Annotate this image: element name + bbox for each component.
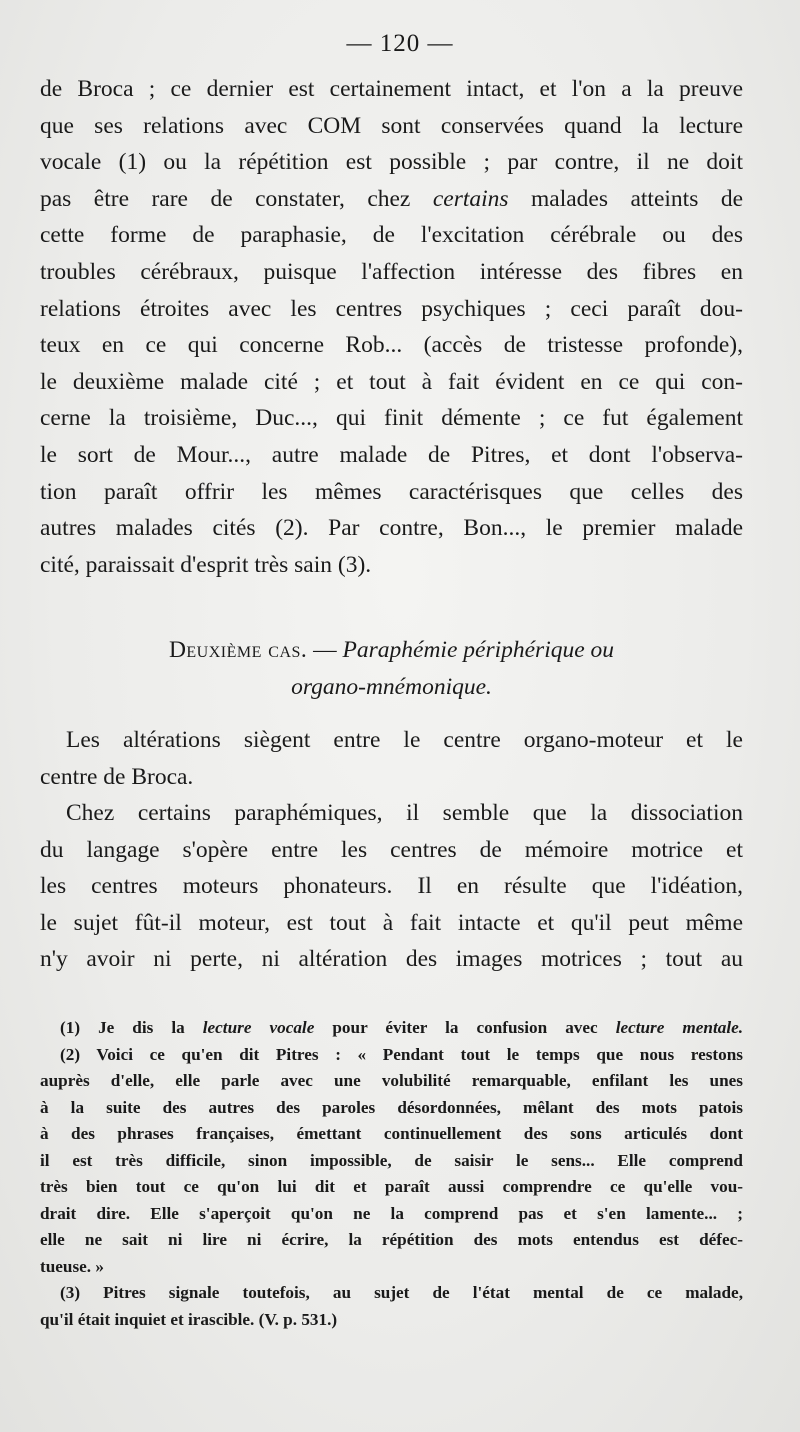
text-segment: malades atteints de: [531, 185, 743, 212]
footnote-2-line: il est très difficile, sinon impossible, de saisir le sens... Elle comprend: [40, 1150, 743, 1170]
heading-title-cont: organo-mnémonique.: [291, 674, 492, 700]
text-line: que ses relations avec COM sont conservées quand la lecture: [40, 112, 743, 139]
section-heading: [40, 632, 743, 706]
text-line: autres malades cités (2). Par contre, Bon..., le premier malade: [40, 515, 743, 542]
heading-dash: —: [313, 637, 337, 663]
text-line: Chez certains paraphémiques, il semble que la dissociation: [66, 800, 743, 826]
text-line: cité, paraissait d'esprit très sain (3).: [40, 551, 372, 578]
emphasis-text: certains: [432, 185, 509, 212]
text-line: troubles cérébraux, puisque l'affection intéresse des fibres en: [40, 258, 743, 285]
paragraph-3: [40, 795, 743, 978]
footnote-2-line: tueuse. »: [40, 1256, 104, 1276]
footnotes: [40, 1015, 743, 1333]
footnote-3-line: qu'il était inquiet et irascible. (V. p. 531.): [40, 1309, 338, 1329]
footnote-2-line: à la suite des autres des paroles désordonnées, mêlant des mots patois: [40, 1097, 743, 1117]
footnote-text: pour éviter la confusion avec: [332, 1018, 598, 1037]
text-line: [40, 181, 743, 218]
paragraph-1: [40, 71, 743, 583]
text-line: n'y avoir ni perte, ni altération des images motrices ; tout au: [40, 946, 743, 973]
text-line: relations étroites avec les centres psychiques ; ceci paraît dou-: [40, 295, 743, 322]
text-line: tion paraît offrir les mêmes caractérisques que celles des: [40, 478, 743, 505]
text-line: vocale (1) ou la répétition est possible ; par contre, il ne doit: [40, 149, 743, 176]
footnote-emphasis: lecture mentale.: [615, 1018, 744, 1037]
footnote-text: (1) Je dis la: [60, 1018, 185, 1037]
footnote-2-line: très bien tout ce qu'on lui dit et paraît aussi comprendre ce qu'elle vou-: [40, 1177, 743, 1196]
text-line: cette forme de paraphasie, de l'excitation cérébrale ou des: [40, 222, 743, 249]
footnote-2-line: à des phrases françaises, émettant continuellement des sons articulés dont: [40, 1124, 743, 1143]
footnote-1: [40, 1015, 743, 1042]
footnote-2-line: (2) Voici ce qu'en dit Pitres : « Pendant tout le temps que nous restons: [60, 1044, 743, 1064]
footnote-emphasis: lecture vocale: [202, 1018, 315, 1037]
text-line: Les altérations siègent entre le centre organo-moteur et le: [66, 727, 743, 753]
text-line: cerne la troisième, Duc..., qui finit démente ; ce fut également: [40, 405, 743, 432]
footnote-2-line: drait dire. Elle s'aperçoit qu'on ne la comprend pas et s'en lamente... ;: [40, 1203, 743, 1223]
heading-title: Paraphémie périphérique ou: [342, 637, 615, 663]
heading-line-1: [40, 632, 743, 669]
footnote-2-line: auprès d'elle, elle parle avec une volubilité remarquable, enfilant les unes: [40, 1071, 743, 1090]
text-line: le sort de Mour..., autre malade de Pitres, et dont l'observa-: [40, 441, 743, 468]
text-line: le sujet fût-il moteur, est tout à fait intacte et qu'il peut même: [40, 909, 743, 936]
text-line: le deuxième malade cité ; et tout à fait évident en ce qui con-: [40, 368, 743, 395]
text-segment: pas être rare de constater, chez: [40, 185, 411, 212]
footnote-2-line: elle ne sait ni lire ni écrire, la répétition des mots entendus est défec-: [40, 1230, 743, 1249]
footnote-3-line: (3) Pitres signale toutefois, au sujet de l'état mental de ce malade,: [60, 1283, 743, 1302]
case-label: Deuxième cas.: [168, 637, 308, 663]
page-number: — 120 —: [346, 30, 454, 57]
text-line: teux en ce qui concerne Rob... (accès de tristesse profonde),: [40, 332, 743, 359]
heading-line-2: [40, 669, 743, 706]
text-line: du langage s'opère entre les centres de mémoire motrice et: [40, 836, 743, 863]
paragraph-2: [40, 722, 743, 795]
text-line: les centres moteurs phonateurs. Il en résulte que l'idéation,: [40, 873, 743, 900]
text-line: centre de Broca.: [40, 763, 194, 790]
text-line: de Broca ; ce dernier est certainement intact, et l'on a la preuve: [40, 76, 743, 102]
